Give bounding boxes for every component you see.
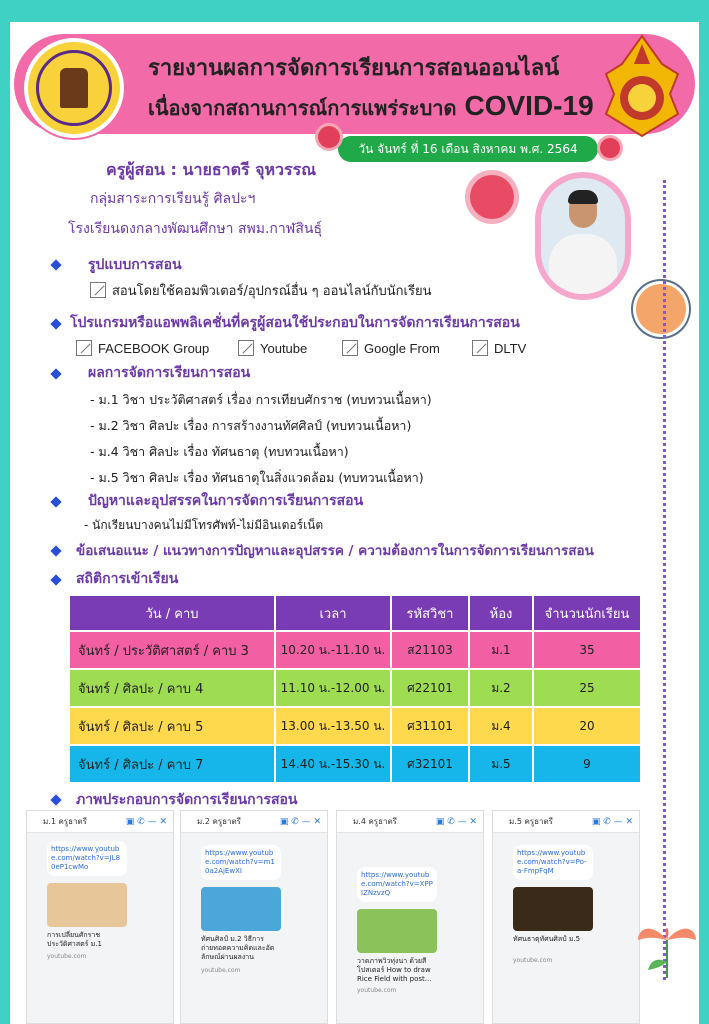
- column-header: เวลา: [275, 595, 391, 631]
- table-header-row: [69, 595, 641, 631]
- screenshot-gallery: [26, 810, 638, 1024]
- column-header: จำนวนนักเรียน: [533, 595, 641, 631]
- video-source: youtube.com: [201, 967, 241, 974]
- stats-title: สถิติการเข้าเรียน: [76, 571, 179, 587]
- video-caption: ทัศนศิลป์ ม.2 วิธีการถ่ายทอดความคิดและอัตลักษณ์ผ่านผลงาน: [201, 935, 275, 961]
- table-cell: 10.20 น.-11.10 น.: [275, 631, 391, 669]
- window-controls-icon: ▣ ✆ — ✕: [125, 817, 167, 827]
- video-thumbnail[interactable]: [47, 883, 127, 927]
- checkbox-icon: [472, 340, 488, 356]
- virus-icon: [318, 126, 340, 148]
- programs-title: โปรแกรมหรือแอพพลิเคชั่นที่ครูผู้สอนใช้ประกอบในการจัดการเรียนการสอน: [70, 315, 520, 331]
- covid-label: COVID-19: [464, 90, 594, 121]
- chat-screenshot: [336, 810, 484, 1024]
- report-subtitle: เนื่องจากสถานการณ์การแพร่ระบาด COVID-19: [148, 90, 594, 121]
- window-controls-icon: ▣ ✆ — ✕: [591, 817, 633, 827]
- ministry-emblem: [600, 34, 684, 138]
- chat-title: ม.2 ครูธาตรี: [197, 817, 241, 826]
- chat-title: ม.5 ครูธาตรี: [509, 817, 553, 826]
- checkbox-icon: [90, 282, 106, 298]
- table-cell: 25: [533, 669, 641, 707]
- result-item: - ม.5 วิชา ศิลปะ เรื่อง ทัศนธาตุในสิ่งแวดล้อม (ทบทวนเนื้อหา): [90, 470, 424, 485]
- video-caption: การเปลี่ยนศักราชประวัติศาสตร์ ม.1: [47, 931, 102, 948]
- date-badge: วัน จันทร์ ที่ 16 เดือน สิงหาคม พ.ศ. 2564: [338, 136, 598, 162]
- suggestion-title: ข้อเสนอแนะ / แนวทางการปัญหาและอุปสรรค / ความต้องการในการจัดการเรียนการสอน: [76, 543, 594, 559]
- video-link[interactable]: https://www.youtube.com/watch?v=Po-a-FmpFqM: [513, 845, 593, 880]
- result-item: - ม.4 วิชา ศิลปะ เรื่อง ทัศนธาตุ (ทบทวนเนื้อหา): [90, 444, 349, 459]
- video-link[interactable]: https://www.youtube.com/watch?v=m10a2AjEwXI: [201, 845, 281, 880]
- table-cell: 35: [533, 631, 641, 669]
- virus-icon: [470, 175, 514, 219]
- table-cell: จันทร์ / ประวัติศาสตร์ / คาบ 3: [69, 631, 275, 669]
- report-title: รายงานผลการจัดการเรียนการสอนออนไลน์: [148, 55, 560, 81]
- virus-icon: [636, 284, 686, 334]
- table-cell: ม.4: [469, 707, 533, 745]
- school-name: โรงเรียนดงกลางพัฒนศึกษา สพม.กาฬสินธุ์: [68, 221, 323, 237]
- teacher-name: ครูผู้สอน : นายธาตรี จุหวรรณ: [106, 160, 317, 179]
- program-dltv: DLTV: [472, 340, 526, 356]
- video-thumbnail[interactable]: [201, 887, 281, 931]
- table-cell: จันทร์ / ศิลปะ / คาบ 5: [69, 707, 275, 745]
- chat-title: ม.1 ครูธาตรี: [43, 817, 87, 826]
- problems-value: - นักเรียนบางคนไม่มีโทรศัพท์-ไม่มีอินเตอร์เน็ต: [84, 518, 324, 532]
- result-item: - ม.1 วิชา ประวัติศาสตร์ เรื่อง การเทียบศักราช (ทบทวนเนื้อหา): [90, 392, 432, 407]
- checkbox-icon: [76, 340, 92, 356]
- table-row: [69, 707, 641, 745]
- program-facebook: FACEBOOK Group: [76, 340, 209, 356]
- column-header: ห้อง: [469, 595, 533, 631]
- video-source: youtube.com: [47, 953, 87, 960]
- attendance-table: [68, 594, 642, 784]
- table-row: [69, 745, 641, 783]
- format-title: รูปแบบการสอน: [88, 257, 182, 273]
- table-cell: ศ31101: [391, 707, 469, 745]
- video-caption: วาดภาพวิวทุ่งนา ด้วยสีโปสเตอร์ How to draw Rice Field with post...: [357, 957, 432, 983]
- checkbox-icon: [238, 340, 254, 356]
- table-cell: ส21103: [391, 631, 469, 669]
- chat-screenshot: [26, 810, 174, 1024]
- table-cell: 14.40 น.-15.30 น.: [275, 745, 391, 783]
- school-logo: [24, 38, 124, 138]
- video-source: youtube.com: [513, 957, 553, 964]
- video-caption: ทัศนธาตุทัศนศิลป์ ม.5: [513, 935, 581, 943]
- chat-title: ม.4 ครูธาตรี: [353, 817, 397, 826]
- format-value: สอนโดยใช้คอมพิวเตอร์/อุปกรณ์อื่น ๆ ออนไลน์กับนักเรียน: [90, 280, 431, 301]
- table-row: [69, 669, 641, 707]
- column-header: รหัสวิชา: [391, 595, 469, 631]
- table-cell: ศ22101: [391, 669, 469, 707]
- table-cell: 11.10 น.-12.00 น.: [275, 669, 391, 707]
- table-cell: ศ32101: [391, 745, 469, 783]
- video-thumbnail[interactable]: [357, 909, 437, 953]
- video-source: youtube.com: [357, 987, 397, 994]
- table-cell: ม.2: [469, 669, 533, 707]
- virus-icon: [600, 138, 620, 158]
- problems-title: ปัญหาและอุปสรรคในการจัดการเรียนการสอน: [88, 493, 364, 509]
- results-title: ผลการจัดการเรียนการสอน: [88, 365, 251, 381]
- chat-screenshot: [180, 810, 328, 1024]
- checkbox-icon: [342, 340, 358, 356]
- table-cell: จันทร์ / ศิลปะ / คาบ 7: [69, 745, 275, 783]
- chat-screenshot: [492, 810, 640, 1024]
- subject-group: กลุ่มสาระการเรียนรู้ ศิลปะฯ: [90, 191, 256, 207]
- result-item: - ม.2 วิชา ศิลปะ เรื่อง การสร้างงานทัศศิลป์ (ทบทวนเนื้อหา): [90, 418, 412, 433]
- window-controls-icon: ▣ ✆ — ✕: [435, 817, 477, 827]
- video-thumbnail[interactable]: [513, 887, 593, 931]
- flower-decoration-icon: [632, 918, 702, 978]
- table-cell: ม.5: [469, 745, 533, 783]
- table-cell: จันทร์ / ศิลปะ / คาบ 4: [69, 669, 275, 707]
- video-link[interactable]: https://www.youtube.com/watch?v=JL80eP1cwMo: [47, 841, 127, 876]
- teacher-photo: [535, 172, 631, 300]
- table-cell: ม.1: [469, 631, 533, 669]
- window-controls-icon: ▣ ✆ — ✕: [279, 817, 321, 827]
- table-cell: 9: [533, 745, 641, 783]
- dotted-divider: [663, 180, 666, 980]
- column-header: วัน / คาบ: [69, 595, 275, 631]
- video-link[interactable]: https://www.youtube.com/watch?v=XPPIZNzvzQ: [357, 867, 437, 902]
- table-cell: 20: [533, 707, 641, 745]
- program-youtube: Youtube: [238, 340, 307, 356]
- table-cell: 13.00 น.-13.50 น.: [275, 707, 391, 745]
- table-row: [69, 631, 641, 669]
- photos-title: ภาพประกอบการจัดการเรียนการสอน: [76, 792, 298, 808]
- program-google-form: Google From: [342, 340, 440, 356]
